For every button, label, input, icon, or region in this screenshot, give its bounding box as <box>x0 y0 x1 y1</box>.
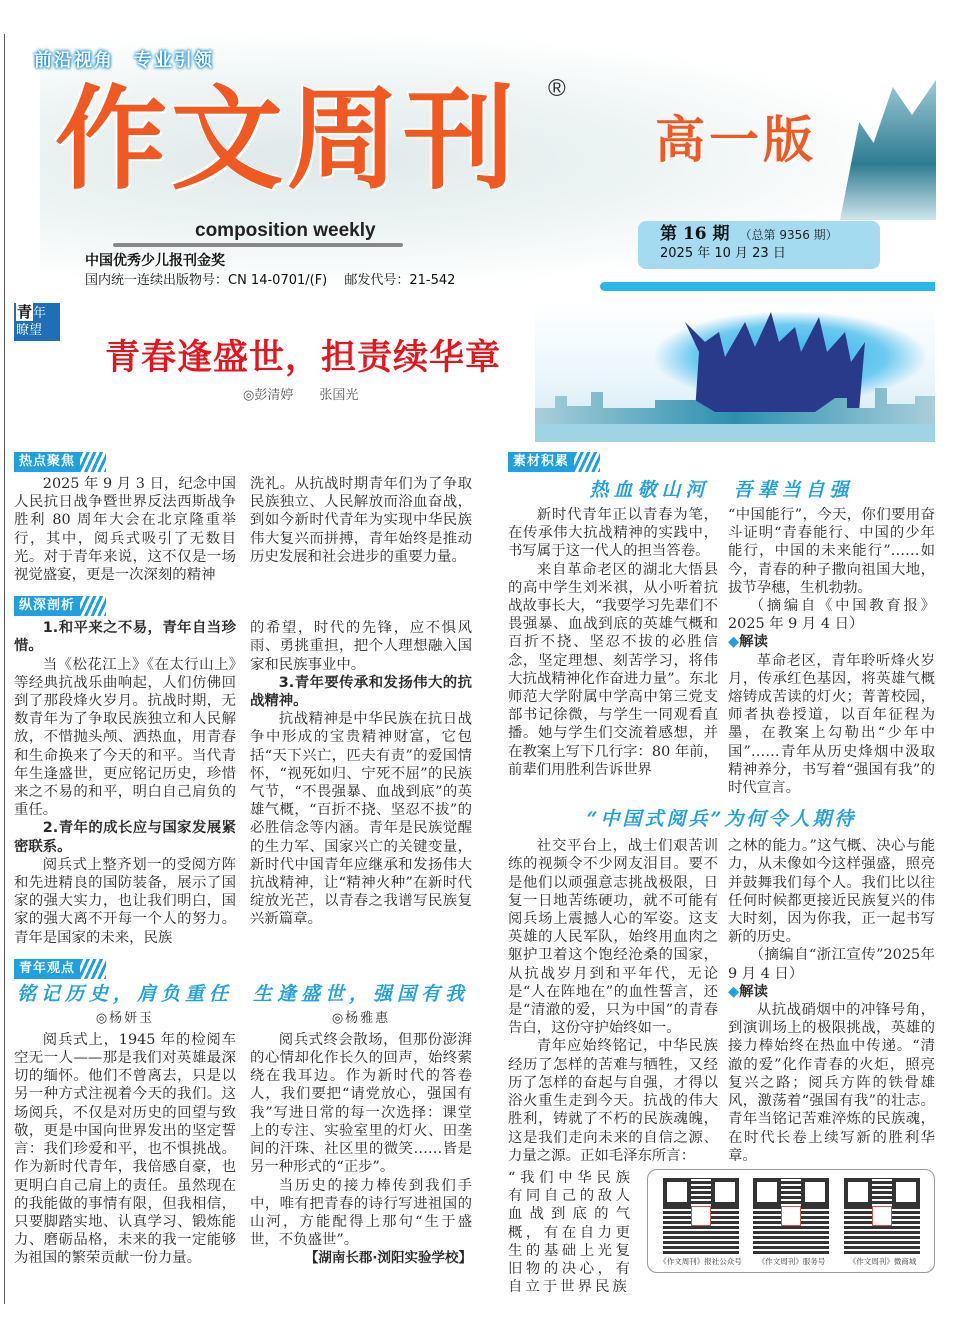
analysis-col2 <box>250 619 472 928</box>
paragraph: 抗战精神是中华民族在抗日战争中形成的宝贵精神财富，它包括“天下兴亡，匹夫有责”的爱国情怀，“视死如归、宁死不屈”的民族气节，“不畏强暴、血战到底”的英雄气概，“百折不挠、坚忍不拔”的必胜信念等内涵。青年是民族觉醒的生力军、国家兴亡的关键变量，新时代中国青年应继承和发扬伟大抗战精神，让“精神火种”在新时代绽放光芒，以青春之我谱写民族复兴新篇章。 <box>250 711 472 928</box>
issue-number: 第 16 期 <box>660 224 730 244</box>
publication-number: 国内统一连续出版物号：CN 14-0701/(F) 邮发代号：21-542 <box>85 273 456 288</box>
paragraph: 2025 年 9 月 3 日，纪念中国人民抗日战争暨世界反法西斯战争胜利 80 周年大会在北京隆重举行，其中，阅兵式吸引了无数目光。对于青年来说，这不仅是一场视觉盛宴，更是一次深刻的精神 <box>14 476 236 584</box>
qr-code-label: 《作文周刊》服务号 <box>757 1256 826 1266</box>
diamond-icon: ◆ <box>728 634 740 651</box>
qr-code-panel <box>647 1169 935 1273</box>
paragraph: 之林的能力。”这气概、决心与能力，从未像如今这样强盛，照亮并鼓舞我们每个人。我们比以往任何时候都更接近民族复兴的伟大时刻，因为你我，正一起书写新的历史。 <box>728 838 935 946</box>
paragraph: 阅兵式上整齐划一的受阅方阵和先进精良的国防装备，展示了国家的强大实力，也让我们明白，国家的强大离不开每一个人的努力。青年是国家的未来，民族 <box>14 856 236 946</box>
masthead-underline <box>113 243 403 247</box>
masthead-english: composition weekly <box>195 220 376 241</box>
materials-article-2-title: “中国式阅兵”为何令人期待 <box>586 808 857 831</box>
hotspot-col2 <box>250 475 472 566</box>
page-title: 青春逢盛世，担责续华章 <box>105 337 502 378</box>
paragraph: 来自革命老区的湖北大悟县的高中学生刘米祺，从小听着抗战故事长大，“我要学习先辈们不畏强暴、血战到底的英雄气概和百折不挠、坚忍不拔的必胜信念，坚定理想、刻苦学习，将伟大抗战精神化作奋进力量”。东北师范大学附属中学高中第三党支部书记徐微，与学生一同观看直播。她与学生们交流着感想，并在教案上写下几行字：80 年前，前辈们用胜利告诉世界 <box>508 561 718 778</box>
school-credit: 【湖南长郡·浏阳实验学校】 <box>304 1250 472 1267</box>
paragraph: 阅兵式终会散场，但那份澎湃的心情却化作长久的回声，始终萦绕在我耳边。作为新时代的答卷人，我们要把“请党放心，强国有我”写进日常的每一次选择：课堂上的专注、实验室里的灯火、田垄间的汗珠、社区里的微笑……皆是另一种形式的“正步”。 <box>250 1031 472 1176</box>
paragraph: 从抗战硝烟中的冲锋号角，到演训场上的极限挑战，英雄的接力棒始终在热血中传递。“清澈的爱”化作青春的火炬，照亮复兴之路；阅兵方阵的铁骨雄风，激荡着“强国有我”的壮志。青年当铭记苦难淬炼的民族魂，在时代长卷上续写新的胜利华章。 <box>728 1002 935 1164</box>
issue-info <box>638 221 880 269</box>
analysis-col1 <box>14 619 236 947</box>
paragraph: “中国能行”，今天，你们要用奋斗证明“青春能行、中国的少年能行，中国的未来能行”……如今，青春的种子撒向祖国大地，拔节孕穗，生机勃勃。 <box>728 507 935 596</box>
left-content <box>14 452 472 1268</box>
right-content <box>508 452 935 1296</box>
article-author: ◎杨妍玉 <box>95 1010 155 1026</box>
materials-article-1-title: 热血敬山河 吾辈当自强 <box>589 479 854 501</box>
paragraph: 新时代青年正以青春为笔，在传承伟大抗战精神的实践中，书写属于这一代人的担当答卷。 <box>508 507 718 560</box>
interpretation-label: ◆解读 <box>728 983 768 1000</box>
badge-char: 青 <box>17 303 33 321</box>
opinion-article-1 <box>14 982 236 1268</box>
interpretation-label: ◆解读 <box>728 634 768 651</box>
section-label-materials: 素材积累 <box>508 452 935 472</box>
article-title: 生逢盛世，强国有我 <box>252 982 469 1005</box>
qr-code-icon[interactable] <box>844 1178 920 1254</box>
paragraph: 阅兵式上，1945 年的检阅车空无一人——那是我们对英雄最深切的缅怀。他们不曾离去，只是以另一种方式注视着今天的我们。这场阅兵，不仅是对历史的回望与致敬，更是中国向世界发出的坚定誓言：我们珍爱和平，也不惧挑战。作为新时代青年，我倍感自豪，也更明白自己肩上的责任。虽然现在的我能做的事情有限，但我相信，只要脚踏实地、认真学习、锻炼能力、磨砺品格，未来的我一定能够为祖国的繁荣贡献一份力量。 <box>14 1031 236 1267</box>
qr-code-label: 《作文周刊》报社公众号 <box>659 1256 742 1266</box>
materials-a1-col2 <box>728 506 935 797</box>
masthead-slogan: 前沿视角 专业引领 <box>34 50 214 71</box>
article-title: 铭记历史，肩负重任 <box>16 982 233 1005</box>
award-text: 中国优秀少儿报刊金奖 <box>85 253 225 269</box>
page-border <box>4 34 5 1304</box>
section-label-opinions: 青年观点 <box>14 959 472 979</box>
badge-char: 年 <box>33 306 47 321</box>
materials-a2-quote <box>508 1169 633 1296</box>
analysis-section <box>14 619 472 947</box>
paragraph: 当历史的接力棒传到我们手中，唯有把青春的诗行写进祖国的山河，方能配得上那句“生于盛世，不负盛世”。 <box>250 1177 472 1249</box>
materials-article-2 <box>508 837 935 1165</box>
column-badge <box>14 303 60 341</box>
hotspot-section <box>14 475 472 584</box>
issue-date: 2025 年 10 月 23 日 <box>660 246 786 261</box>
hotspot-col1 <box>14 475 236 584</box>
paragraph: 洗礼。从抗战时期青年们为了争取民族独立、人民解放而浴血奋战，到如今新时代青年为实现中华民族伟大复兴而拼搏，青年始终是推动历史发展和社会进步的重要力量。 <box>250 476 472 565</box>
paragraph: 革命老区，青年聆听烽火岁月，传承红色基因，将英雄气概熔铸成苦读的灯火；菁菁校园，师者执卷授道，以百年征程为墨，在教案上勾勒出“少年中国”……青年从历史烽烟中汲取精神养分，书写着“强国有我”的时代宣言。 <box>728 652 935 797</box>
materials-a2-col1 <box>508 837 718 1165</box>
source-note: （摘编自“浙江宣传”2025年 9 月 4 日） <box>728 947 935 982</box>
header-divider <box>600 282 935 291</box>
opinion-article-2 <box>250 982 472 1267</box>
subheading: 3.青年要传承和发扬伟大的抗战精神。 <box>250 674 472 710</box>
section-label-hotspot: 热点聚焦 <box>14 452 472 472</box>
registered-mark: ® <box>548 75 566 102</box>
paragraph: 当《松花江上》《在太行山上》等经典抗战乐曲响起，人们仿佛回到了那段烽火岁月。抗战时期，无数青年为了争取民族独立和人民解放，不惜抛头颅、洒热血，用青春和生命换来了今天的和平。当代青年生逢盛世，更应铭记历史，珍惜来之不易的和平，明白自己肩负的重任。 <box>14 656 236 819</box>
paragraph: 的希望，时代的先锋，应不惧风雨、勇挑重担，把个人理想融入国家和民族事业中。 <box>250 620 472 673</box>
opinions-section <box>14 982 472 1268</box>
masthead-logo: 作文周刊 <box>55 74 519 205</box>
source-note: （摘编自《中国教育报》2025 年 9 月 4 日） <box>728 598 935 633</box>
materials-a1-col1 <box>508 506 718 779</box>
issue-total: （总第 9356 期） <box>739 228 838 242</box>
diamond-icon: ◆ <box>728 983 740 1000</box>
badge-text: 瞭望 <box>16 323 43 338</box>
subheading: 1.和平来之不易，青年自当珍惜。 <box>14 620 236 655</box>
materials-article-1 <box>508 506 935 797</box>
qr-code-label: 《作文周刊》微商城 <box>848 1256 917 1266</box>
paragraph: 社交平台上，战士们艰苦训练的视频令不少网友泪目。要不是他们以顽强意志挑战极限，日复一日地苦练硬功，就不可能有阅兵场上震撼人心的军姿。这支英雄的人民军队，始终用血肉之躯护卫着这个饱经沧桑的国家，从抗战岁月到和平年代，无论是“人在阵地在”的血性誓言，还是“清澈的爱，只为中国”的青春告白，这份守护始终如一。 <box>508 838 718 1037</box>
article-author: ◎杨雅惠 <box>331 1010 391 1026</box>
headline-byline: ◎彭清婷 张国光 <box>243 388 359 403</box>
subheading: 2.青年的成长应与国家发展紧密联系。 <box>14 820 236 855</box>
qr-code-icon[interactable] <box>663 1178 739 1254</box>
materials-a2-col2 <box>728 837 935 1165</box>
edition-title: 高一版 <box>655 111 817 169</box>
paragraph: 青年应始终铭记，中华民族经历了怎样的苦难与牺牲，又经历了怎样的奋起与自强，才得以浴火重生走到今天。抗战的伟大胜利，铸就了不朽的民族魂魄，这是我们走向未来的自信之源、力量之源。正如毛泽东所言： <box>508 1038 718 1164</box>
section-label-analysis: 纵深剖析 <box>14 596 472 616</box>
paragraph: “我们中华民族有同自己的敌人血战到底的气概，有在自力更生的基础上光复旧物的决心，有自立于世界民族 <box>508 1169 633 1296</box>
materials-bottom-row <box>508 1169 935 1296</box>
qr-code-icon[interactable] <box>753 1178 829 1254</box>
youth-silhouette-image <box>535 302 935 442</box>
